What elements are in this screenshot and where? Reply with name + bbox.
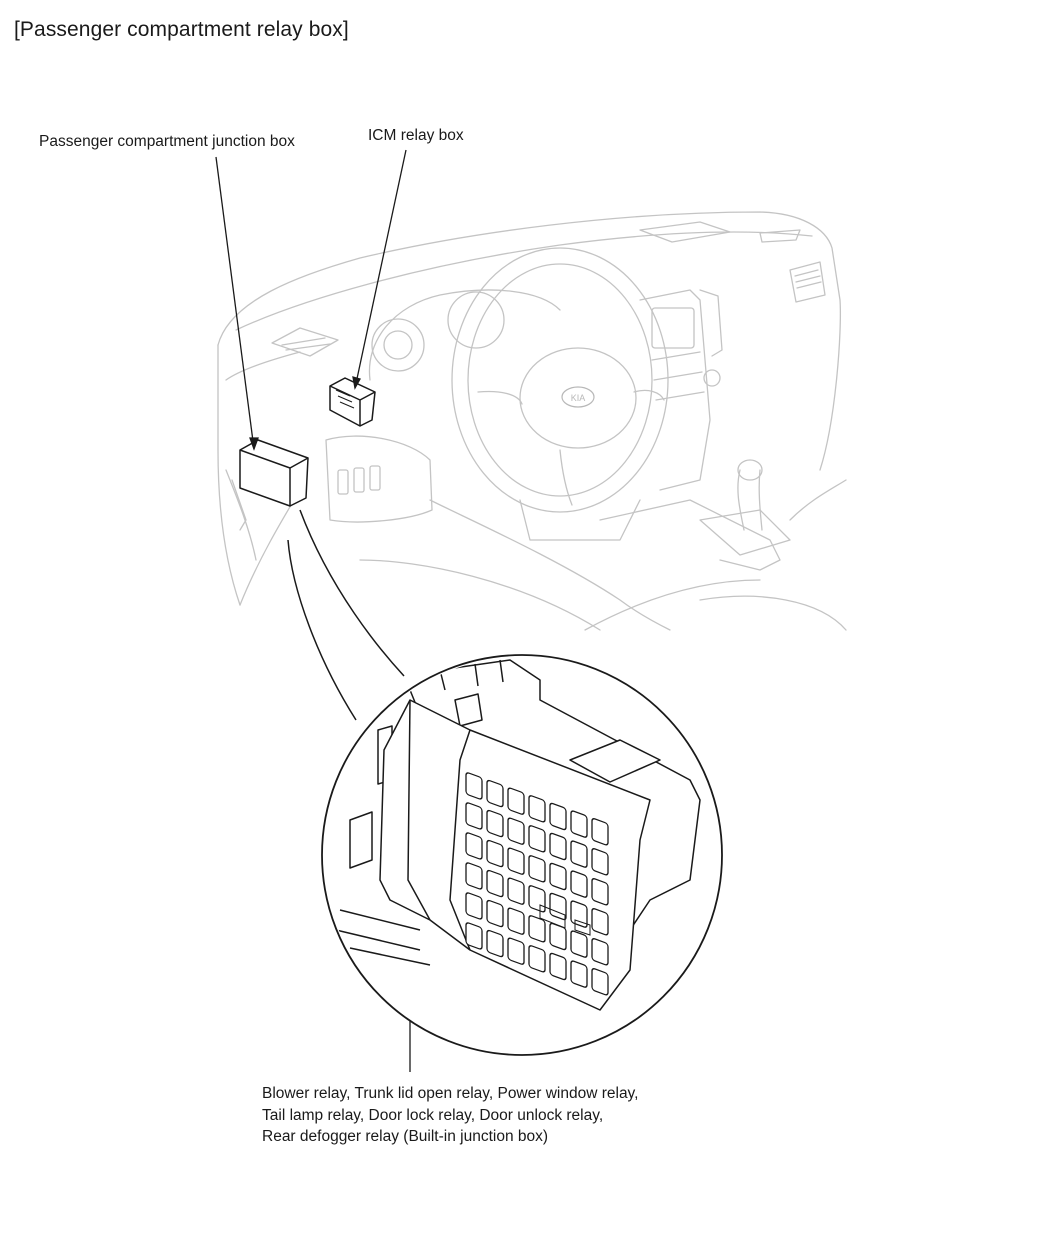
leader-line-junction-box [216, 157, 254, 449]
steering-wheel-rim [452, 248, 668, 512]
leader-line-icm [355, 150, 406, 388]
callout-passenger-junction-box: Passenger compartment junction box [39, 133, 295, 150]
page-title: [Passenger compartment relay box] [14, 18, 349, 41]
instrument-cluster [369, 290, 560, 380]
relay-list-caption [262, 1083, 638, 1148]
center-stack [640, 290, 710, 490]
dashboard-outline [218, 212, 840, 470]
steering-wheel-badge: KIA [570, 393, 586, 403]
relay-list-line: Tail lamp relay, Door lock relay, Door unlock relay, [262, 1106, 604, 1124]
gear-selector [700, 510, 790, 555]
zoom-funnel-left [288, 540, 356, 720]
left-vent [272, 328, 338, 356]
icm-relay-box-marker [330, 378, 375, 426]
relay-list-line: Rear defogger relay (Built-in junction box) [262, 1128, 549, 1145]
relay-list-line: Blower relay, Trunk lid open relay, Power window relay, [262, 1085, 639, 1102]
passenger-junction-box-marker [240, 440, 308, 506]
callout-icm-relay-box: ICM relay box [368, 127, 464, 144]
zoom-funnel-right [300, 510, 404, 676]
